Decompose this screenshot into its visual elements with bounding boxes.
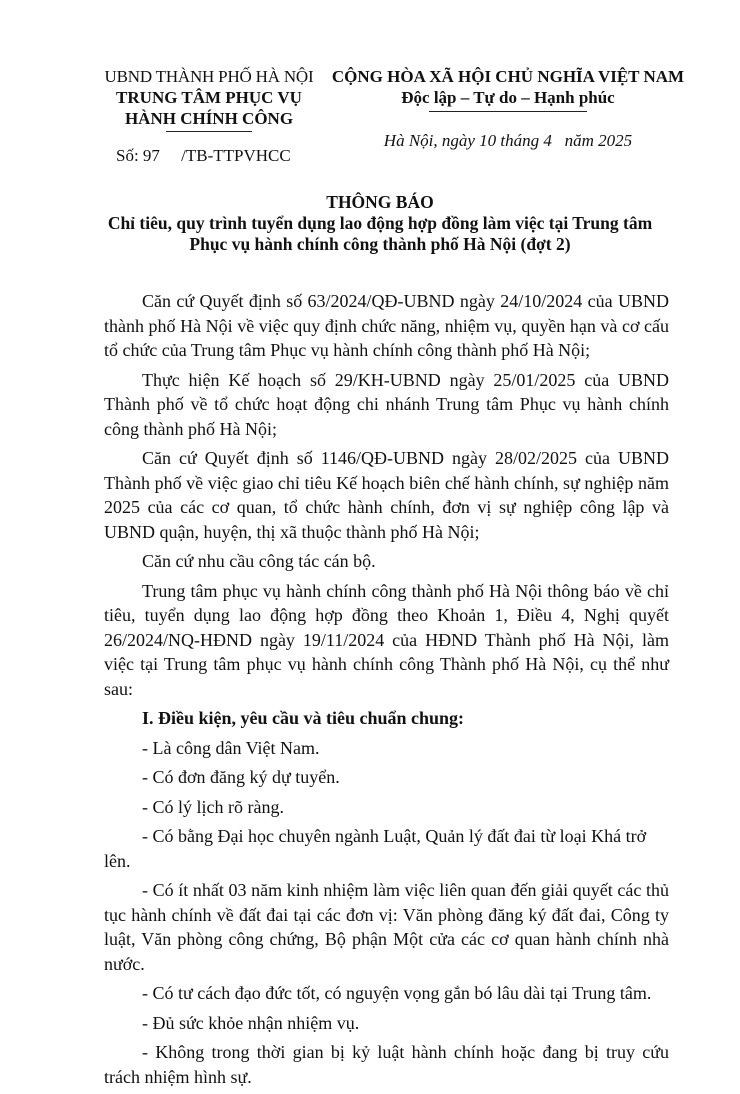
organization-name-line1: TRUNG TÂM PHỤC VỤ [116, 88, 302, 107]
issuing-agency-block [100, 66, 318, 132]
requirement-item: - Có đơn đăng ký dự tuyển. [142, 767, 340, 787]
document-title-block [90, 192, 670, 255]
document-subject-line1: Chỉ tiêu, quy trình tuyển dụng lao động hợp đồng làm việc tại Trung tâm [107, 213, 653, 233]
national-motto: Độc lập – Tự do – Hạnh phúc [401, 88, 615, 107]
motto-underline-divider [429, 111, 587, 112]
section-heading: I. Điều kiện, yêu cầu và tiêu chuẩn chung: [142, 708, 465, 728]
national-title-block [322, 66, 694, 112]
requirement-item: - Có tư cách đạo đức tốt, có nguyện vọng gắn bó lâu dài tại Trung tâm. [142, 983, 652, 1003]
document-body [104, 289, 669, 1094]
legal-basis-paragraph-4: Căn cứ nhu cầu công tác cán bộ. [142, 551, 376, 571]
place-and-date: Hà Nội, ngày 10 tháng 4 năm 2025 [383, 131, 633, 150]
document-type: THÔNG BÁO [326, 192, 434, 212]
requirement-item: - Là công dân Việt Nam. [142, 737, 320, 758]
parent-organization: UBND THÀNH PHỐ HÀ NỘI [104, 67, 314, 86]
nation-name: CỘNG HÒA XÃ HỘI CHỦ NGHĨA VIỆT NAM [331, 67, 685, 86]
document-number: Số: 97 /TB-TTPVHCC [116, 146, 291, 165]
legal-basis-paragraph-2: Thực hiện Kế hoạch số 29/KH-UBND ngày 25/01/2025 của UBND Thành phố về tổ chức hoạt động chi nhánh Trung tâm Phục vụ hành chính công thành phố Hà Nội; [104, 369, 669, 439]
agency-underline-divider [166, 131, 252, 132]
announcement-paragraph: Trung tâm phục vụ hành chính công thành phố Hà Nội thông báo về chỉ tiêu, tuyển dụng lao động hợp đồng theo Khoản 1, Điều 4, Nghị quyết 26/2024/NQ-HĐND ngày 19/11/2024 của HĐND Thành phố Hà Nội, làm việc tại Trung tâm phục vụ hành chính công Thành phố Hà Nội, cụ thể như sau: [104, 580, 669, 699]
legal-basis-paragraph-1: Căn cứ Quyết định số 63/2024/QĐ-UBND ngày 24/10/2024 của UBND thành phố Hà Nội về việc quy định chức năng, nhiệm vụ, quyền hạn và cơ cấu tổ chức của Trung tâm Phục vụ hành chính công thành phố Hà Nội; [104, 291, 669, 360]
requirement-item: - Đủ sức khỏe nhận nhiệm vụ. [142, 1012, 360, 1033]
requirement-item: - Không trong thời gian bị kỷ luật hành chính hoặc đang bị truy cứu trách nhiệm hình sự. [104, 1042, 669, 1087]
legal-basis-paragraph-3: Căn cứ Quyết định số 1146/QĐ-UBND ngày 28/02/2025 của UBND Thành phố về việc giao chỉ tiêu Kế hoạch biên chế hành chính, sự nghiệp năm 2025 của các cơ quan, tổ chức hành chính, đơn vị sự nghiệp công lập và UBND quận, huyện, thị xã thuộc thành phố Hà Nội; [104, 448, 669, 542]
requirement-item: - Có ít nhất 03 năm kinh nhiệm làm việc liên quan đến giải quyết các thủ tục hành chính về đất đai tại các đơn vị: Văn phòng đăng ký đất đai, Công ty luật, Văn phòng công chứng, Bộ phận Một cửa các cơ quan hành chính nhà nước. [104, 880, 669, 974]
organization-name-line2: HÀNH CHÍNH CÔNG [124, 109, 294, 128]
requirement-item: - Có bằng Đại học chuyên ngành Luật, Quản lý đất đai từ loại Khá trở lên. [104, 826, 647, 871]
requirement-item: - Có lý lịch rõ ràng. [142, 796, 284, 817]
document-subject-line2: Phục vụ hành chính công thành phố Hà Nội (đợt 2) [189, 234, 571, 254]
